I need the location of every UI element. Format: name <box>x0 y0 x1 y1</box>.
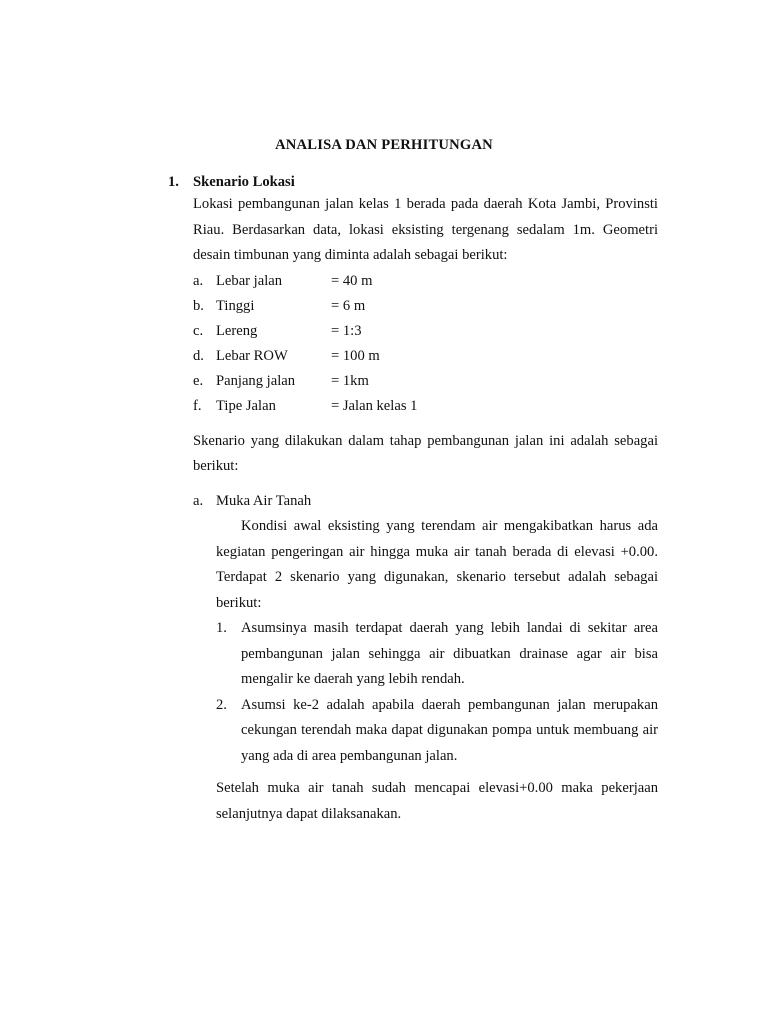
spec-value: = 100 m <box>331 348 380 365</box>
numbered-item-number: 1. <box>216 620 227 637</box>
spec-letter: f. <box>193 398 202 415</box>
spec-label: Lebar ROW <box>216 348 288 365</box>
spec-letter: a. <box>193 272 204 289</box>
spec-letter: d. <box>193 348 204 365</box>
section-heading-text: Skenario Lokasi <box>193 174 295 190</box>
numbered-item-2 <box>216 693 658 770</box>
spec-row-lebar-row <box>193 344 658 369</box>
spec-row-tinggi <box>193 294 658 319</box>
subsection-letter: a. <box>193 492 204 509</box>
scenario-intro-paragraph: Skenario yang dilakukan dalam tahap pembangunan jalan ini adalah sebagai berikut: <box>193 432 658 475</box>
spec-list <box>193 269 658 420</box>
numbered-item-1 <box>216 616 658 693</box>
subsection-body <box>216 514 658 827</box>
spec-letter: e. <box>193 373 204 390</box>
spec-label: Tipe Jalan <box>216 398 276 415</box>
spec-label: Tinggi <box>216 297 255 314</box>
spec-row-tipe-jalan <box>193 394 658 419</box>
spec-label: Lereng <box>216 322 258 339</box>
spec-row-lebar-jalan <box>193 269 658 294</box>
spec-value: = 6 m <box>331 297 366 314</box>
spec-row-lereng <box>193 319 658 344</box>
spec-row-panjang-jalan <box>193 369 658 394</box>
section-number: 1. <box>168 174 179 190</box>
subsection-heading-text: Muka Air Tanah <box>216 492 312 509</box>
intro-paragraph: Lokasi pembangunan jalan kelas 1 berada pada daerah Kota Jambi, Provinsti Riau. Berdasarkan data, lokasi eksisting tergenang sedalam 1m. Geometri desain timbunan yang diminta adalah sebagai berikut: <box>193 196 658 263</box>
numbered-item-text: Asumsinya masih terdapat daerah yang lebih landai di sekitar area pembangunan jalan sehingga air dibuatkan drainase agar air bisa mengalir ke daerah yang lebih rendah. <box>241 620 658 688</box>
numbered-item-text: Asumsi ke-2 adalah apabila daerah pembangunan jalan merupakan cekungan terendah maka dapat digunakan pompa untuk membuang air yang ada di area pembangunan jalan. <box>241 696 658 764</box>
subsection-heading <box>193 489 658 515</box>
closing-paragraph: Setelah muka air tanah sudah mencapai elevasi+0.00 maka pekerjaan selanjutnya dapat dilaksanakan. <box>216 780 658 822</box>
spec-value: = 1:3 <box>331 322 362 339</box>
section-body <box>193 192 658 827</box>
spec-value: = 40 m <box>331 272 373 289</box>
spec-letter: c. <box>193 322 204 339</box>
subsection-paragraph: Kondisi awal eksisting yang terendam air mengakibatkan harus ada kegiatan pengeringan air hingga muka air tanah berada di elevasi +0.00. Terdapat 2 skenario yang digunakan, skenario tersebut adalah sebagai berikut: <box>216 518 658 611</box>
spec-label: Lebar jalan <box>216 272 283 289</box>
spec-value: = Jalan kelas 1 <box>331 398 418 415</box>
section-skenario-lokasi <box>168 172 658 827</box>
numbered-item-number: 2. <box>216 696 227 713</box>
spec-label: Panjang jalan <box>216 373 296 390</box>
section-heading <box>168 172 658 192</box>
spec-value: = 1km <box>331 373 369 390</box>
spec-letter: b. <box>193 297 204 314</box>
document-title: ANALISA DAN PERHITUNGAN <box>275 137 493 153</box>
